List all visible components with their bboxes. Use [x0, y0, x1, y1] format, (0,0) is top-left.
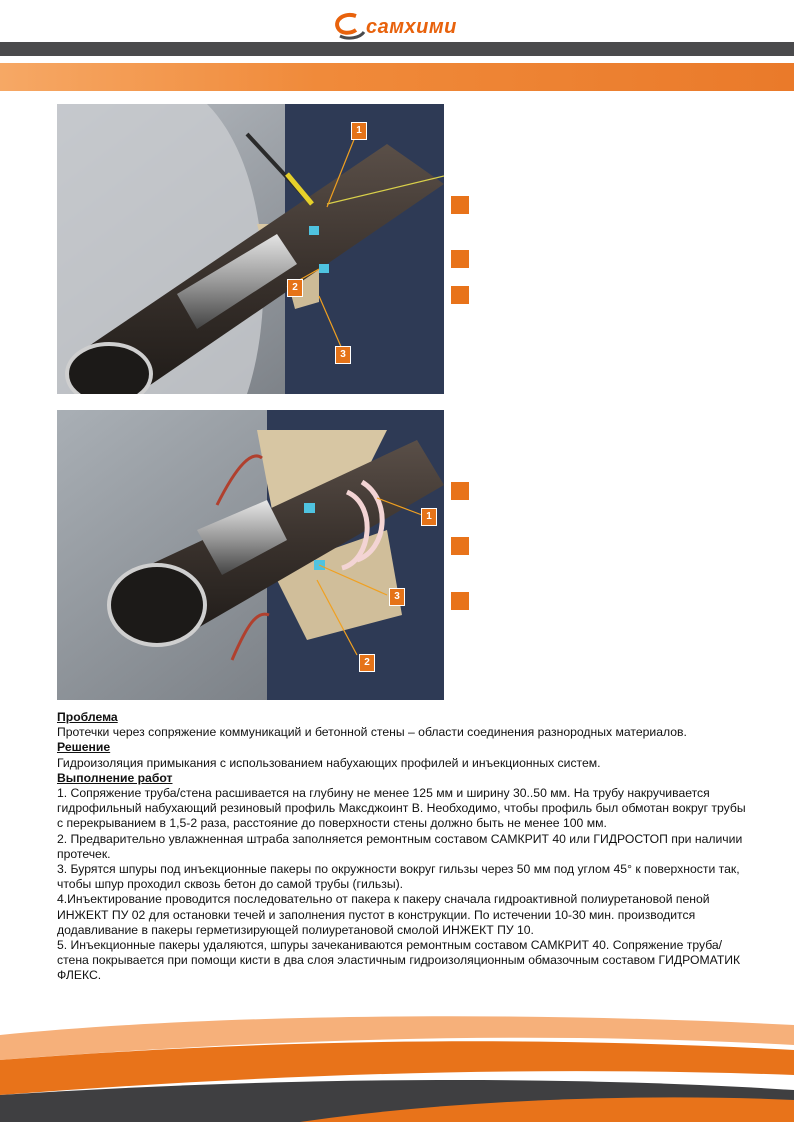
solution-heading: Решение [57, 740, 111, 755]
callout-3: 3 [335, 346, 351, 364]
diagram-photo-2 [57, 410, 444, 700]
solution-text: Гидроизоляция примыкания с использованием набухающих профилей и инъекционных систем. [57, 755, 601, 770]
logo-wordmark: самхими [366, 16, 457, 38]
problem-heading: Проблема [57, 710, 118, 724]
callout-1: 1 [421, 508, 437, 526]
step-marker [451, 286, 469, 304]
brand-logo [330, 10, 470, 44]
description-text [57, 710, 747, 984]
step-marker [451, 250, 469, 268]
pipe-wall-illustration-2 [57, 410, 444, 700]
step-4: 4.Инъектирование проводится последовательно от пакера к пакеру сначала гидроактивной полиуретановой пеной ИНЖЕКТ ПУ 02 для остановки течей и заполнения пустот в конструкции. По истечении 10-30 мин. производится додавливание в пакеры герметизирующей полиуретановой смолой ИНЖЕКТ ПУ 10. [57, 892, 710, 937]
step-marker [451, 592, 469, 610]
step-marker [451, 482, 469, 500]
callout-2: 2 [359, 654, 375, 672]
step-marker [451, 196, 469, 214]
works-heading: Выполнение работ [57, 770, 173, 785]
header-dark-band [0, 42, 794, 56]
footer-decoration [0, 1005, 794, 1122]
logo-swirl-icon [330, 10, 370, 44]
step-marker [451, 537, 469, 555]
step-2: 2. Предварительно увлажненная штраба заполняется ремонтным составом САМКРИТ 40 или ГИДРОСТОП при наличии протечек. [57, 831, 743, 861]
step-3: 3. Бурятся шпуры под инъекционные пакеры по окружности вокруг гильзы через 50 мм под углом 45° к поверхности так, чтобы шпур проходил сквозь бетон до самой трубы (гильзы). [57, 862, 740, 892]
problem-text: Протечки через сопряжение коммуникаций и бетонной стены – области соединения разнородных материалов. [57, 725, 687, 740]
diagram-photo-1 [57, 104, 444, 394]
header-orange-band [0, 63, 794, 91]
callout-3: 3 [389, 588, 405, 606]
callout-2: 2 [287, 279, 303, 297]
step-1: 1. Сопряжение труба/стена расшивается на глубину не менее 125 мм и ширину 30..50 мм. На трубу накручивается гидрофильный набухающий резиновый профиль Максджоинт В. Необходимо, чтобы профиль был обмотан вокруг трубы с перекрыванием в 1,5-2 раза, расстояние до поверхности стены должно быть не менее 100 мм. [57, 786, 746, 831]
pipe-wall-illustration-1 [57, 104, 444, 394]
step-5: 5. Инъекционные пакеры удаляются, шпуры зачеканиваются ремонтным составом САМКРИТ 40. Сопряжение труба/стена покрывается при помощи кисти в два слоя эластичным гидроизоляционным обмазочным составом ГИДРОМАТИК ФЛЕКС. [57, 938, 741, 983]
callout-1: 1 [351, 122, 367, 140]
